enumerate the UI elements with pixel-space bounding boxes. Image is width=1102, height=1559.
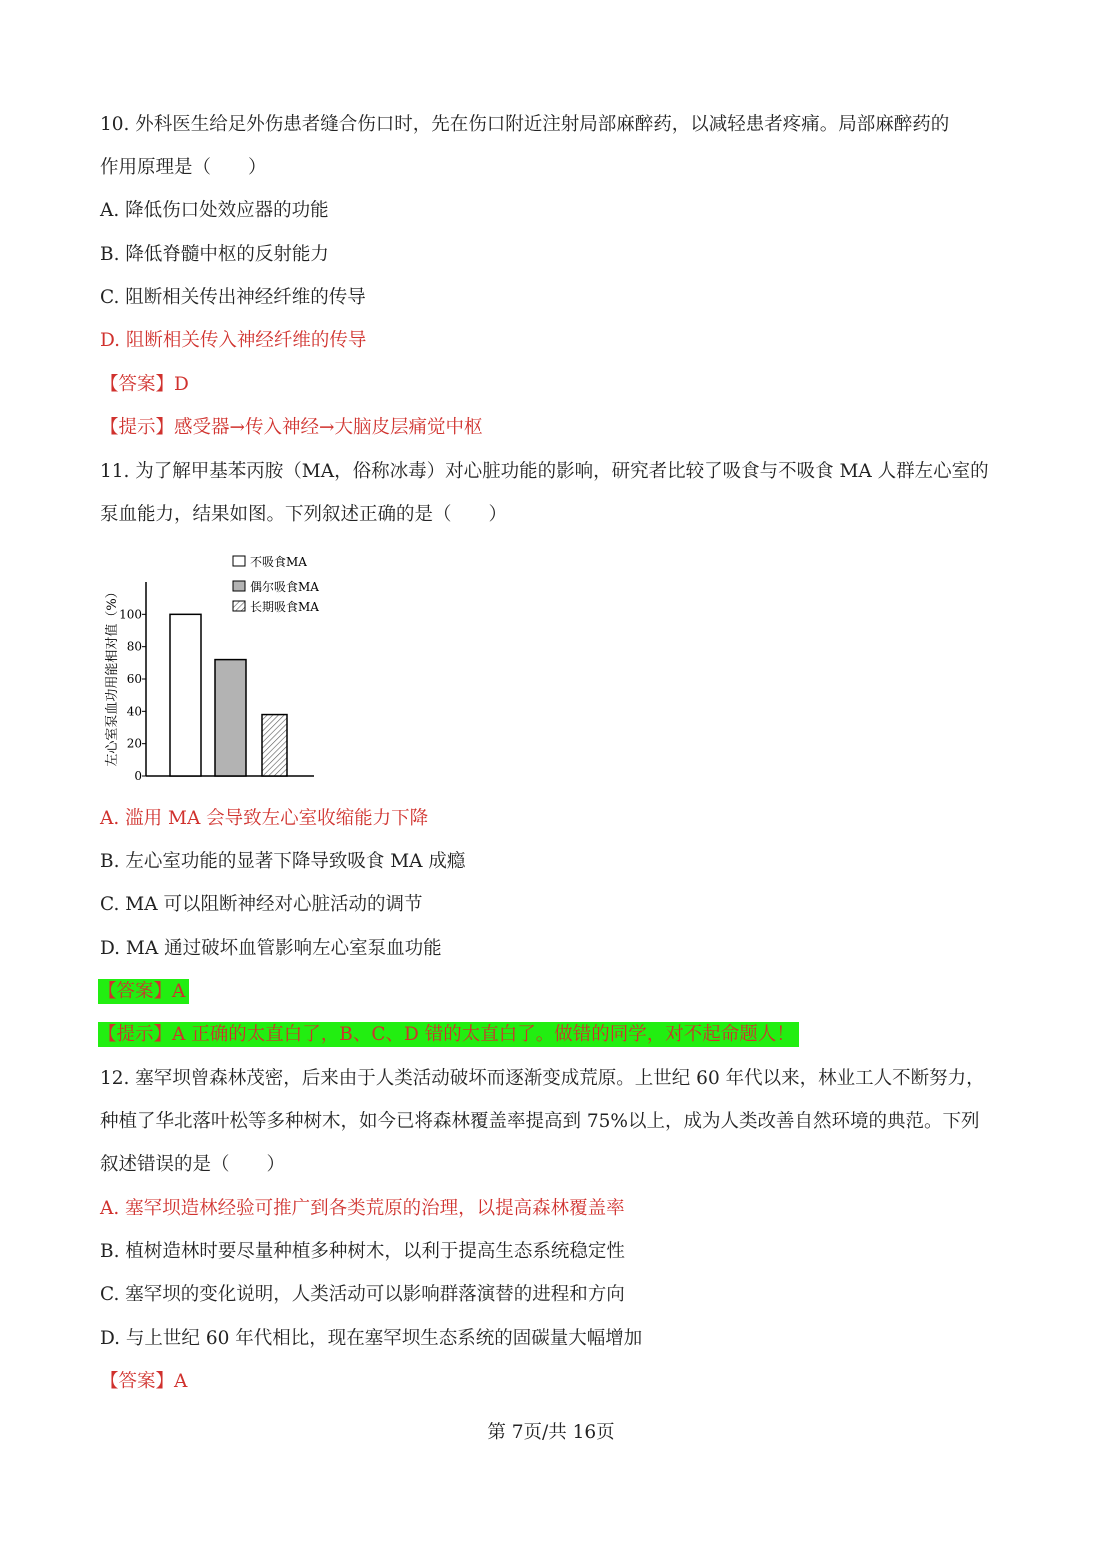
q10-stem-line2: 作用原理是（ ） (100, 157, 267, 178)
legend-label-2: 偶尔吸食MA (250, 580, 319, 594)
legend-swatch-2 (233, 581, 245, 591)
q11-option-d: D. MA 通过破坏血管影响左心室泵血功能 (100, 938, 442, 959)
q10-option-d: D. 阻断相关传入神经纤维的传导 (100, 330, 367, 351)
q10-hint (100, 415, 483, 441)
y-tick-label: 40 (126, 704, 142, 719)
q12-stem-line2: 种植了华北落叶松等多种树木，如今已将森林覆盖率提高到 75%以上，成为人类改善自然环境的典范。下列 (100, 1111, 980, 1132)
q10-option-c: C. 阻断相关传出神经纤维的传导 (100, 287, 366, 308)
bar-1 (170, 614, 201, 776)
page-footer: 第 7页/共 16页 (487, 1422, 615, 1443)
q12-stem-line3: 叙述错误的是（ ） (100, 1154, 286, 1175)
q10-option-a: A. 降低伤口处效应器的功能 (100, 200, 329, 221)
q10-hint-text: 感受器→传入神经→大脑皮层痛觉中枢 (174, 417, 483, 438)
q11-stem-line2: 泵血能力，结果如图。下列叙述正确的是（ ） (100, 504, 508, 525)
legend-label-3: 长期吸食MA (250, 600, 319, 614)
q11-hint (100, 1022, 799, 1048)
y-tick-label: 60 (126, 672, 142, 686)
bar-chart (100, 548, 340, 788)
q12-option-d: D. 与上世纪 60 年代相比，现在塞罕坝生态系统的固碳量大幅增加 (100, 1328, 643, 1349)
y-tick-label: 0 (134, 769, 142, 783)
q10-answer (100, 372, 189, 398)
q11-answer-label: 【答案】 (98, 981, 173, 1002)
q12-option-c: C. 塞罕坝的变化说明，人类活动可以影响群落演替的进程和方向 (100, 1284, 625, 1305)
q12-answer-value: A (174, 1371, 188, 1392)
q11-option-b: B. 左心室功能的显著下降导致吸食 MA 成瘾 (100, 851, 466, 872)
legend-swatch-3 (233, 601, 245, 611)
legend-swatch-1 (233, 556, 245, 566)
q10-stem-line1: 10. 外科医生给足外伤患者缝合伤口时，先在伤口附近注射局部麻醉药，以减轻患者疼痛。局部麻醉药的 (100, 114, 950, 135)
legend-label-1: 不吸食MA (250, 555, 307, 569)
q10-option-b: B. 降低脊髓中枢的反射能力 (100, 244, 329, 265)
y-tick-label: 100 (119, 607, 142, 622)
q11-stem-line1: 11. 为了解甲基苯丙胺（MA，俗称冰毒）对心脏功能的影响，研究者比较了吸食与不吸食 MA 人群左心室的 (100, 461, 989, 482)
q12-option-a: A. 塞罕坝造林经验可推广到各类荒原的治理，以提高森林覆盖率 (100, 1198, 625, 1219)
q11-hint-text: A 正确的太直白了，B、C、D 错的太直白了。做错的同学，对不起命题人！ (172, 1024, 795, 1045)
bar-2 (215, 660, 246, 776)
q11-hint-label: 【提示】 (98, 1024, 173, 1045)
y-axis-label: 左心室泵血功用能相对值（%） (105, 585, 120, 767)
q11-option-c: C. MA 可以阻断神经对心脏活动的调节 (100, 894, 423, 915)
q12-answer-label: 【答案】 (100, 1371, 175, 1392)
q12-stem-line1: 12. 塞罕坝曾森林茂密，后来由于人类活动破坏而逐渐变成荒原。上世纪 60 年代以来，林业工人不断努力， (100, 1068, 985, 1089)
q11-answer (100, 979, 189, 1005)
q11-answer-value: A (172, 981, 186, 1002)
q10-answer-value: D (174, 374, 189, 395)
q10-answer-label: 【答案】 (100, 374, 175, 395)
y-tick-label: 20 (126, 736, 142, 751)
y-tick-label: 80 (126, 639, 142, 654)
q12-option-b: B. 植树造林时要尽量种植多种树木，以利于提高生态系统稳定性 (100, 1241, 625, 1262)
q12-answer (100, 1369, 187, 1395)
bar-3 (262, 715, 287, 776)
q10-hint-label: 【提示】 (100, 417, 175, 438)
q11-option-a: A. 滥用 MA 会导致左心室收缩能力下降 (100, 808, 429, 829)
